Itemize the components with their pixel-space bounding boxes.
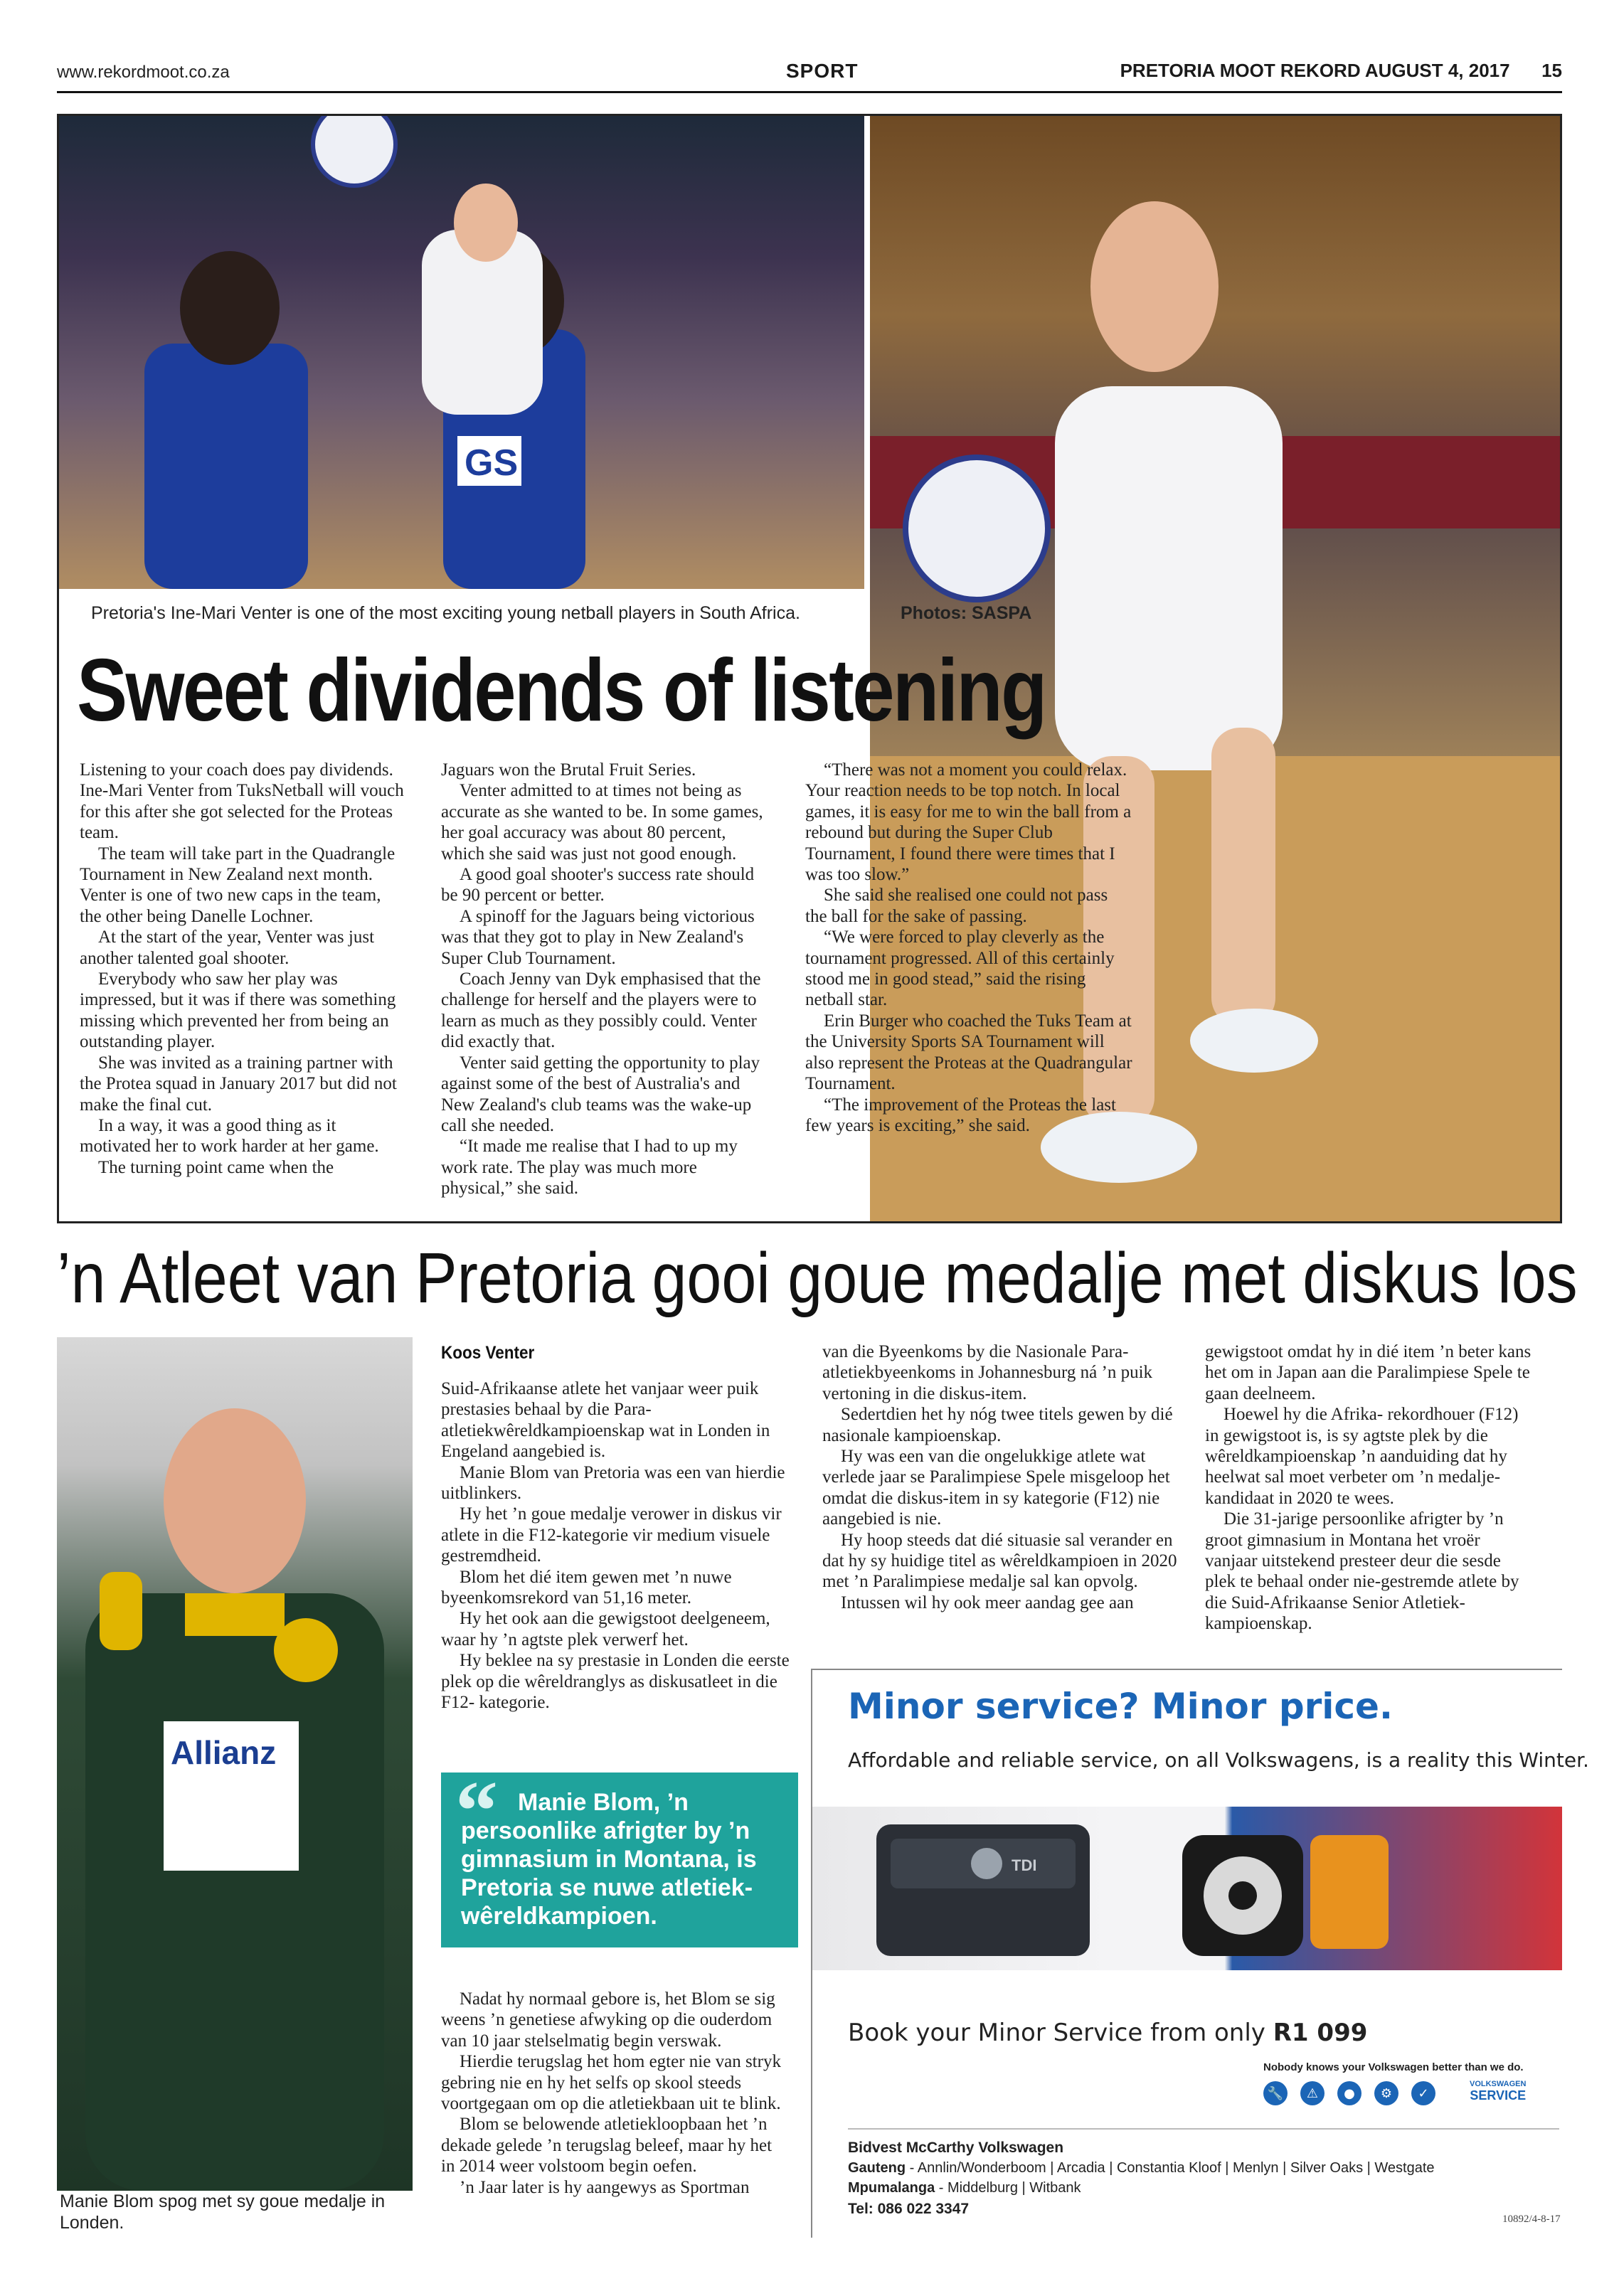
advert-code: 10892/4-8-17 xyxy=(1502,2213,1561,2225)
article-column-3 xyxy=(805,760,1132,1136)
article2-column-3 xyxy=(1205,1341,1532,1635)
paragraph: In a way, it was a good thing as it motivated her to work harder at her game. xyxy=(80,1115,379,1157)
paragraph: Everybody who saw her play was impressed, but it was if there was something missing which prevented her from being an outstanding player. xyxy=(80,969,396,1052)
paragraph: gewigstoot omdat hy in dié item ’n beter kans het om in Japan aan die Paralimpiese Spele te gaan deelneem. xyxy=(1205,1342,1532,1403)
dealer-gauteng xyxy=(848,2158,1435,2178)
paragraph: Suid-Afrikaanse atlete het vanjaar weer puik prestasies behaal by die Para-atletiekwêreldkampioenskap wat in Londen in Engeland aangebied is. xyxy=(441,1379,770,1462)
article2-column-2 xyxy=(822,1341,1178,1613)
paragraph: Hy was een van die ongelukkige atlete wat verlede jaar se Paralimpiese Spele misgeloop het omdat die diskus-item in sy kategorie (F12) nie aangebied is nie. xyxy=(822,1447,1170,1529)
dealer-phone[interactable]: Tel: 086 022 3347 xyxy=(848,2201,970,2217)
vw-service-badge xyxy=(1470,2080,1526,2103)
paragraph: Manie Blom van Pretoria was een van hierdie uitblinkers. xyxy=(441,1462,785,1504)
paragraph: At the start of the year, Venter was just another talented goal shooter. xyxy=(80,928,375,968)
advert-divider xyxy=(848,2128,1559,2130)
paragraph: Venter admitted to at times not being as accurate as she wanted to be. In some games, her goal accuracy was about 80 percent, which she said was just not good enough. xyxy=(441,781,763,863)
gear-icon: ⚙ xyxy=(1374,2081,1398,2105)
paragraph: Hy beklee na sy prestasie in Londen die eerste plek op die wêreldranglys as diskusatleet in die F12- kategorie. xyxy=(441,1651,790,1713)
publication-dateline xyxy=(1120,60,1562,82)
photo-credit: Photos: SASPA xyxy=(901,603,1032,623)
region-branches: - Middelburg | Witbank xyxy=(935,2180,1081,2196)
headline: Sweet dividends of listening xyxy=(77,642,1046,740)
region-label: Gauteng xyxy=(848,2160,906,2176)
svg-text:GS: GS xyxy=(465,442,519,484)
article-column-1 xyxy=(80,760,407,1178)
engine-and-filter-illustration xyxy=(812,1807,1562,1970)
paragraph: A spinoff for the Jaguars being victorious was that they got to play in New Zealand's Super Club Tournament. xyxy=(441,906,755,968)
paragraph: She said she realised one could not pass the ball for the sake of passing. xyxy=(805,886,1108,926)
svg-text:TDI: TDI xyxy=(1012,1856,1037,1874)
advert-title: Minor service? Minor price. xyxy=(848,1686,1393,1727)
article2-column-1 xyxy=(441,1378,790,1713)
paragraph: She was invited as a training partner with the Protea squad in January 2017 but did not make the final cut. xyxy=(80,1053,397,1115)
thumbs-up-icon: ✓ xyxy=(1411,2081,1435,2105)
vw-service-badge-text: SERVICE xyxy=(1470,2088,1527,2103)
photo-caption: Pretoria's Ine-Mari Venter is one of the most exciting young netball players in South Africa. xyxy=(91,603,800,623)
netball-shot-illustration xyxy=(59,116,864,589)
offer-price: R1 099 xyxy=(1273,2019,1368,2047)
paragraph: ’n Jaar later is hy aangewys as Sportman xyxy=(460,2177,750,2197)
paragraph: The team will take part in the Quadrangle Tournament in New Zealand next month. Venter is one of two new caps in the team, the other being Danelle Lochner. xyxy=(80,844,396,926)
headline-2: ’n Atleet van Pretoria gooi goue medalje met diskus los xyxy=(57,1238,1578,1318)
paragraph: “We were forced to play cleverly as the tournament progressed. All of this certainly stood me in good stead,” said the rising netball star. xyxy=(805,928,1115,1010)
paragraph: A good goal shooter's success rate should be 90 percent or better. xyxy=(441,865,755,905)
paragraph: Listening to your coach does pay dividends. Ine-Mari Venter from TuksNetball will vouch for this after she got selected for the Proteas team. xyxy=(80,760,404,843)
page-number: 15 xyxy=(1541,60,1562,81)
dealer-name: Bidvest McCarthy Volkswagen xyxy=(848,2140,1064,2156)
paragraph: “The improvement of the Proteas the last few years is exciting,” she said. xyxy=(805,1095,1116,1135)
paragraph: Jaguars won the Brutal Fruit Series. xyxy=(441,760,696,780)
service-icons xyxy=(1263,2081,1435,2105)
advert-subtitle: Affordable and reliable service, on all Volkswagens, is a reality this Winter. xyxy=(848,1748,1589,1772)
paragraph: Coach Jenny van Dyk emphasised that the challenge for herself and the players were to learn as much as they possibly could. Venter did exactly that. xyxy=(441,969,761,1052)
svg-text:Allianz: Allianz xyxy=(171,1734,277,1771)
quote-mark-icon: “ xyxy=(455,1763,498,1858)
header-rule xyxy=(57,91,1562,93)
paragraph: “There was not a moment you could relax. Your reaction needs to be top notch. In local games, it is easy for me to win the ball from a rebound but during the Super Club Tournament, I found there were times that I was too slow.” xyxy=(805,760,1132,885)
pull-quote-box xyxy=(441,1763,798,1947)
paragraph: van die Byeenkoms by die Nasionale Para-atletiekbyeenkoms in Johannesburg ná ’n puik vertoning in die diskus-item. xyxy=(822,1342,1153,1403)
region-label: Mpumalanga xyxy=(848,2180,935,2196)
paragraph: Venter said getting the opportunity to play against some of the best of Australia's and New Zealand's club teams was the wake-up call she needed. xyxy=(441,1053,760,1135)
wrench-icon: 🔧 xyxy=(1263,2081,1288,2105)
paragraph: Blom het dié item gewen met ’n nuwe byeenkomsrekord van 51,16 meter. xyxy=(441,1567,732,1608)
paragraph: Hy het ook aan die gewigstoot deelgeneem, waar hy ’n agtste plek verwerf het. xyxy=(441,1609,770,1649)
advert-tagline: Nobody knows your Volkswagen better than we do. xyxy=(1263,2061,1524,2073)
region-branches: - Annlin/Wonderboom | Arcadia | Constantia Kloof | Menlyn | Silver Oaks | Westgate xyxy=(906,2160,1435,2176)
advert-product-band xyxy=(812,1807,1562,1970)
paragraph: Intussen wil hy ook meer aandag gee aan xyxy=(841,1593,1134,1612)
paragraph: Nadat hy normaal gebore is, het Blom se sig weens ’n genetiese afwyking op die ouderdom van 10 jaar stelselmatig begin verswak. xyxy=(441,1989,775,2051)
paragraph: Hoewel hy die Afrika- rekordhouer (F12) in gewigstoot is, is sy agtste plek by die wêreldkampioenskap ’n aanduiding dat hy heelwat sal moet verbeter om ’n medalje-kandidaat in 2020 te wees. xyxy=(1205,1405,1519,1508)
pull-quote-text: Manie Blom, ’n persoonlike afrigter by ’n gimnasium in Montana, is Pretoria se nuwe atletiek-wêreldkampioen. xyxy=(461,1789,757,1930)
vw-service-badge-top: VOLKSWAGEN xyxy=(1470,2080,1527,2088)
warning-icon: ⚠ xyxy=(1300,2081,1325,2105)
site-url[interactable]: www.rekordmoot.co.za xyxy=(57,63,230,82)
article2-column-1-continued xyxy=(441,1989,790,2198)
netball-photo-shooting xyxy=(59,116,864,589)
paragraph: Sedertdien het hy nóg twee titels gewen by dié nasionale kampioenskap. xyxy=(822,1405,1173,1445)
paragraph: Hy het ’n goue medalje verower in diskus vir atlete in die F12-kategorie vir medium visuele gestremdheid. xyxy=(441,1504,782,1566)
athlete-photo-caption: Manie Blom spog met sy goue medalje in Londen. xyxy=(60,2191,386,2233)
dealer-mpumalanga xyxy=(848,2178,1081,2198)
section-label: SPORT xyxy=(786,60,859,82)
offer-text: Book your Minor Service from only xyxy=(848,2019,1273,2047)
paragraph: Hierdie terugslag het hom egter nie van stryk gebring nie en hy het selfs op skool steeds voortgegaan om op die atletiekbaan uit te blink. xyxy=(441,2052,781,2114)
athlete-photo xyxy=(57,1337,413,2191)
article-column-2 xyxy=(441,760,768,1199)
paragraph: “It made me realise that I had to up my work rate. The play was much more physical,” she said. xyxy=(441,1137,738,1199)
advert-offer xyxy=(848,2019,1367,2047)
athlete-illustration xyxy=(57,1337,413,2191)
publication-name: PRETORIA MOOT REKORD AUGUST 4, 2017 xyxy=(1120,60,1510,81)
piggy-bank-icon: ● xyxy=(1337,2081,1361,2105)
byline: Koos Venter xyxy=(441,1343,535,1363)
paragraph: Die 31-jarige persoonlike afrigter by ’n groot gimnasium in Montana het vroër vanjaar uitstekend presteer deur die sesde plek te behaal onder nie-gestremde atlete by die Suid-Afrikaanse Senior Atletiek-kampioenskap. xyxy=(1205,1509,1519,1634)
paragraph: Hy hoop steeds dat dié situasie sal verander en dat hy sy huidige titel as wêreldkampioen in 2020 met ’n Paralimpiese medalje sal kan opvolg. xyxy=(822,1530,1177,1592)
paragraph: Erin Burger who coached the Tuks Team at the University Sports SA Tournament will also represent the Proteas at the Quadrangular Tournament. xyxy=(805,1011,1132,1094)
paragraph: The turning point came when the xyxy=(98,1157,334,1177)
paragraph: Blom se belowende atletiekloopbaan het ’n dekade gelede ’n terugslag beleef, maar hy het in 2014 weer volstoom begin oefen. xyxy=(441,2115,773,2177)
